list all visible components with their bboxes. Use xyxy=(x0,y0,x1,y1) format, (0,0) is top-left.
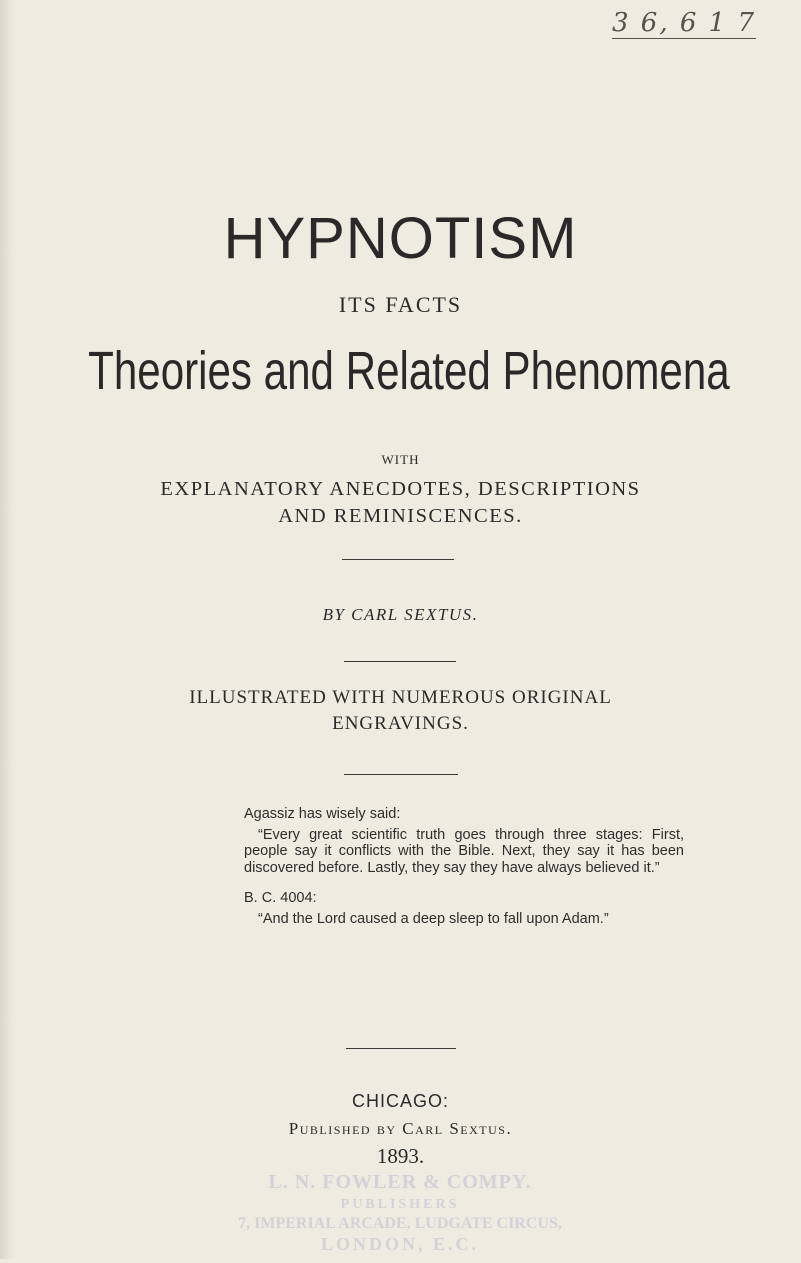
book-subtitle: ITS FACTS xyxy=(338,292,463,317)
illustrated-note xyxy=(0,685,801,737)
svg-text:PUBLISHERS: PUBLISHERS xyxy=(340,1197,460,1212)
book-headline: Theories and Related Phenomena xyxy=(88,341,730,401)
author-line: BY CARL SEXTUS. xyxy=(322,605,479,624)
page-edge xyxy=(0,0,14,1259)
divider-rule-4 xyxy=(346,1048,456,1049)
illustrated-line-2: ENGRAVINGS. xyxy=(332,713,469,734)
epigraph-scripture: “And the Lord caused a deep sleep to fall upon Adam.” xyxy=(258,910,609,927)
description-line-1: EXPLANATORY ANECDOTES, DESCRIPTIONS xyxy=(160,478,641,500)
epigraph-reference: B. C. 4004: xyxy=(244,890,317,906)
description xyxy=(0,476,801,530)
publisher-stamp-watermark xyxy=(230,1168,570,1258)
svg-text:LONDON, E.C.: LONDON, E.C. xyxy=(320,1234,480,1254)
imprint-year: 1893. xyxy=(376,1144,425,1168)
divider-rule-1 xyxy=(342,559,454,560)
illustrated-line-1: ILLUSTRATED WITH NUMEROUS ORIGINAL xyxy=(189,687,612,708)
divider-rule-3 xyxy=(344,774,458,775)
connector-word: WITH xyxy=(381,452,420,467)
svg-text:7, IMPERIAL ARCADE, LUDGATE CI: 7, IMPERIAL ARCADE, LUDGATE CIRCUS, xyxy=(238,1215,562,1232)
imprint-publisher: Published by Carl Sextus. xyxy=(288,1119,513,1138)
epigraph xyxy=(244,806,684,927)
epigraph-quote: “Every great scientific truth goes through three stages: First, people say it conflicts with the Bible. Next, they say it has been discovered before. Lastly, they say they have always believed it.” xyxy=(244,826,684,876)
description-line-2: AND REMINISCENCES. xyxy=(278,505,523,527)
imprint-city: CHICAGO: xyxy=(351,1091,449,1111)
book-title: HYPNOTISM xyxy=(223,206,578,271)
manuscript-note: 3 6, 6 1 7 xyxy=(612,8,757,38)
divider-rule-2 xyxy=(344,661,456,662)
epigraph-intro: Agassiz has wisely said: xyxy=(244,806,401,822)
svg-text:L. N. FOWLER & COMPY.: L. N. FOWLER & COMPY. xyxy=(268,1171,532,1193)
